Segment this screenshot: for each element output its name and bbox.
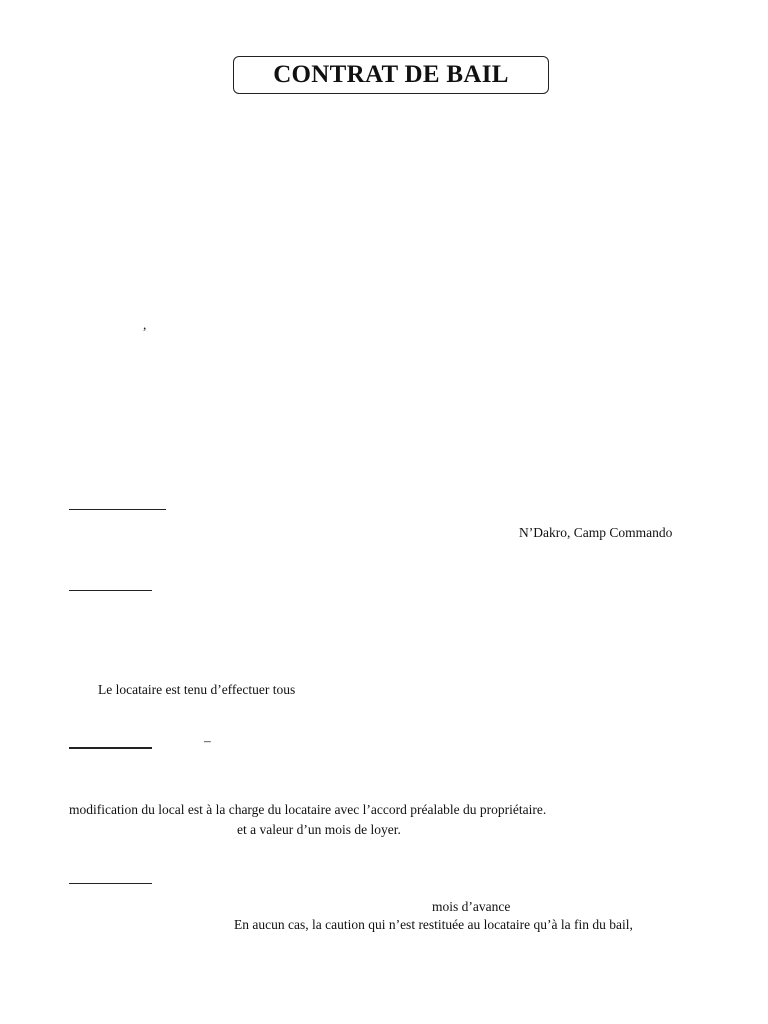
caution-return-text: En aucun cas, la caution qui n’est restituée au locataire qu’à la fin du bail, xyxy=(234,917,633,932)
document-title: CONTRAT DE BAIL xyxy=(273,61,509,88)
dash-text: – xyxy=(204,733,211,748)
title-box xyxy=(233,56,549,94)
section-underline-2 xyxy=(69,590,152,591)
address-text: N’Dakro, Camp Commando xyxy=(519,525,673,540)
obligation-text: Le locataire est tenu d’effectuer tous xyxy=(98,682,296,697)
section-underline-3 xyxy=(69,747,152,749)
advance-text: mois d’avance xyxy=(432,899,511,914)
stray-comma: , xyxy=(143,317,147,332)
modification-text: modification du local est à la charge du locataire avec l’accord préalable du propriétaire. xyxy=(69,802,547,817)
caution-value-text: et a valeur d’un mois de loyer. xyxy=(237,822,401,837)
section-underline-4 xyxy=(69,883,152,884)
section-underline-1 xyxy=(69,509,166,510)
